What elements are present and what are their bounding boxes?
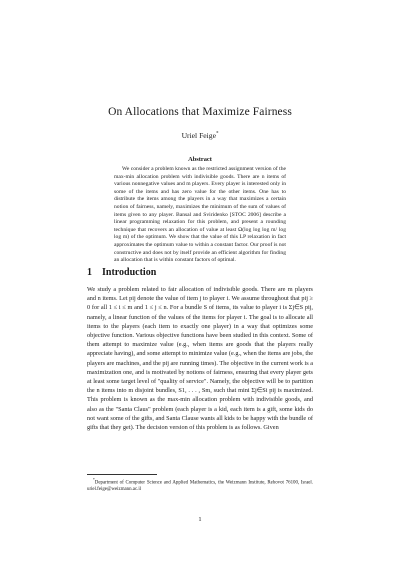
paper-title: On Allocations that Maximize Fairness [108, 106, 292, 118]
abstract-heading: Abstract [188, 156, 212, 163]
section-number: 1 [87, 267, 92, 278]
section-heading [87, 267, 156, 278]
author-footnote-mark: * [215, 131, 219, 137]
footnote-divider [87, 474, 157, 475]
footnote-mark: * [93, 478, 95, 482]
author-name: Uriel Feige [181, 131, 216, 140]
footnote-text: Department of Computer Science and Applied Mathematics, the Weizmann Institute, Rehovot 76100, Israel. uriel.feige@weizmann.ac.il [87, 480, 313, 493]
section-title: Introduction [102, 267, 157, 278]
abstract-text: We consider a problem known as the restricted assignment version of the max-min allocation problem with indivisible goods. There are n items of various nonnegative values and m players. Every player is interested only in some of the items and has zero value for the other items. One has to distribute the items among the players in a way that maximizes a certain notion of fairness, namely, maximizes the minimum of the sum of values of items given to any player. Bansal and Sviridenko [STOC 2006] describe a linear programming relaxation for this problem, and present a rounding technique that recovers an allocation of value at least Ω(log log log m/ log log m) of the optimum. We show that the value of this LP relaxation in fact approximates the optimum value to within a constant factor. Our proof is not constructive and does not by itself provide an efficient algorithm for finding an allocation that is within constant factors of optimal. [114, 166, 286, 264]
page-number: 1 [198, 516, 202, 523]
author-line [0, 131, 400, 140]
footnote [87, 477, 313, 494]
introduction-paragraph: We study a problem related to fair allocation of indivisible goods. There are m players and n items. Let pij denote the value of item j to player i. We assume throughout that pij ≥ 0 for all 1 ≤ i ≤ m and 1 ≤ j ≤ n. For a bundle S of items, its value to player i is Σj∈S pij, namely, a linear function of the values of the items for player i. The goal is to allocate all items to the players (each item to exactly one player) in a way that optimizes some objective function. Various objective functions have been studied in this context. Some of them attempt to maximize value (e.g., when items are goods that the players really appreciate having), and some attempt to minimize value (e.g., when the items are jobs, the players are machines, and the pij are running times). The objective in the current work is a maximization one, and is motivated by notions of fairness, ensuring that every player gets at least some target level of "quality of service". Namely, the objective will be to partition the n items into m disjoint bundles, S1, . . . , Sm, such that mini Σj∈Si pij is maximized. This problem is known as the max-min allocation problem with indivisible goods, and also as the "Santa Claus" problem (each player is a kid, each item is a gift, some kids do not want some of the gifts, and Santa Clause wants all kids to be happy with the bundle of gifts that they get). The decision version of this problem is as follows. Given [87, 286, 313, 432]
